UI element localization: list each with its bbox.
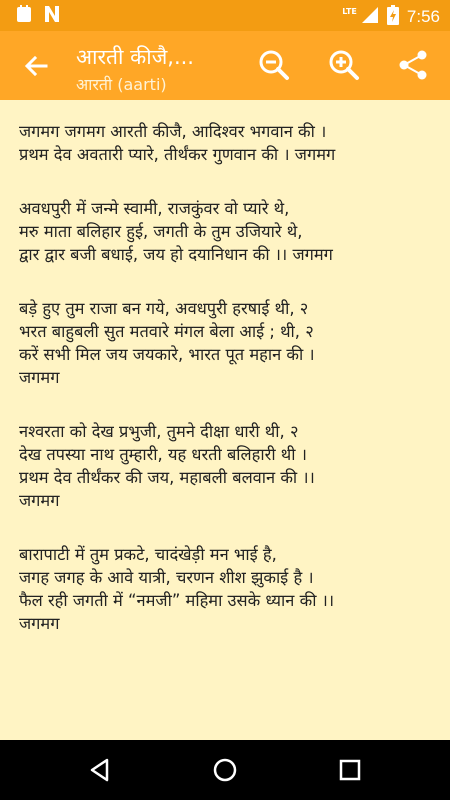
verse-line: देख तपस्या नाथ तुम्हारी, यह धरती बलिहारी थी । xyxy=(19,445,307,464)
verse-line: बारापाटी में तुम प्रकटे, चादंखेड़ी मन भाई है, xyxy=(19,545,277,564)
verse-line: प्रथम देव अवतारी प्यारे, तीर्थंकर गुणवान की । जगमग xyxy=(19,145,336,164)
lte-label: LTE xyxy=(342,6,357,16)
page-subtitle: आरती (aarti) xyxy=(76,75,167,94)
verse-line: द्वार द्वार बजी बधाई, जय हो दयानिधान की ।। जगमग xyxy=(19,245,333,264)
page-title: आरती कीजै,... xyxy=(76,45,194,69)
navigation-bar xyxy=(0,740,450,800)
zoom-in-icon[interactable] xyxy=(326,47,362,83)
verse-line: अवधपुरी में जन्मे स्वामी, राजकुंवर वो प्यारे थे, xyxy=(19,199,290,218)
verse-line: जगमग xyxy=(19,614,60,633)
verse-line: मरु माता बलिहार हुई, जगती के तुम उजियारे थे, xyxy=(19,222,303,241)
notes-icon xyxy=(16,5,32,27)
verse-line: नश्वरता को देख प्रभुजी, तुमने दीक्षा धारी थी, २ xyxy=(19,422,299,441)
share-icon[interactable] xyxy=(396,47,432,83)
home-circle-icon[interactable] xyxy=(212,757,238,783)
aarti-text xyxy=(19,120,434,720)
verse-line: भरत बाहुबली सुत मतवारे मंगल बेला आई ; थी, २ xyxy=(19,322,314,341)
verse-line: बड़े हुए तुम राजा बन गये, अवधपुरी हरषाई थी, २ xyxy=(19,299,309,318)
verse-line: जगमग जगमग आरती कीजै, आदिश्वर भगवान की । xyxy=(19,122,327,141)
recents-square-icon[interactable] xyxy=(337,757,363,783)
clock: 7:56 xyxy=(406,7,440,26)
stanza xyxy=(19,197,434,266)
app-toolbar xyxy=(0,31,450,100)
back-arrow-icon[interactable] xyxy=(20,50,52,82)
verse-line: जगमग xyxy=(19,368,60,387)
stanza xyxy=(19,120,434,166)
back-triangle-icon[interactable] xyxy=(87,757,113,783)
stanza xyxy=(19,420,434,512)
signal-icon xyxy=(361,6,379,28)
stanza xyxy=(19,543,434,635)
status-bar xyxy=(0,0,450,31)
battery-charging-icon xyxy=(387,5,399,29)
verse-line: फैल रही जगती में “नमजी” महिमा उसके ध्यान की ।। xyxy=(19,591,335,610)
verse-line: करें सभी मिल जय जयकारे, भारत पूत महान की । xyxy=(19,345,315,364)
verse-line: प्रथम देव तीर्थंकर की जय, महाबली बलवान की ।। xyxy=(19,468,315,487)
verse-line: जगह जगह के आवे यात्री, चरणन शीश झुकाई है । xyxy=(19,568,314,587)
stanza xyxy=(19,297,434,389)
zoom-out-icon[interactable] xyxy=(256,47,292,83)
n-icon xyxy=(44,5,60,27)
verse-line: जगमग xyxy=(19,491,60,510)
